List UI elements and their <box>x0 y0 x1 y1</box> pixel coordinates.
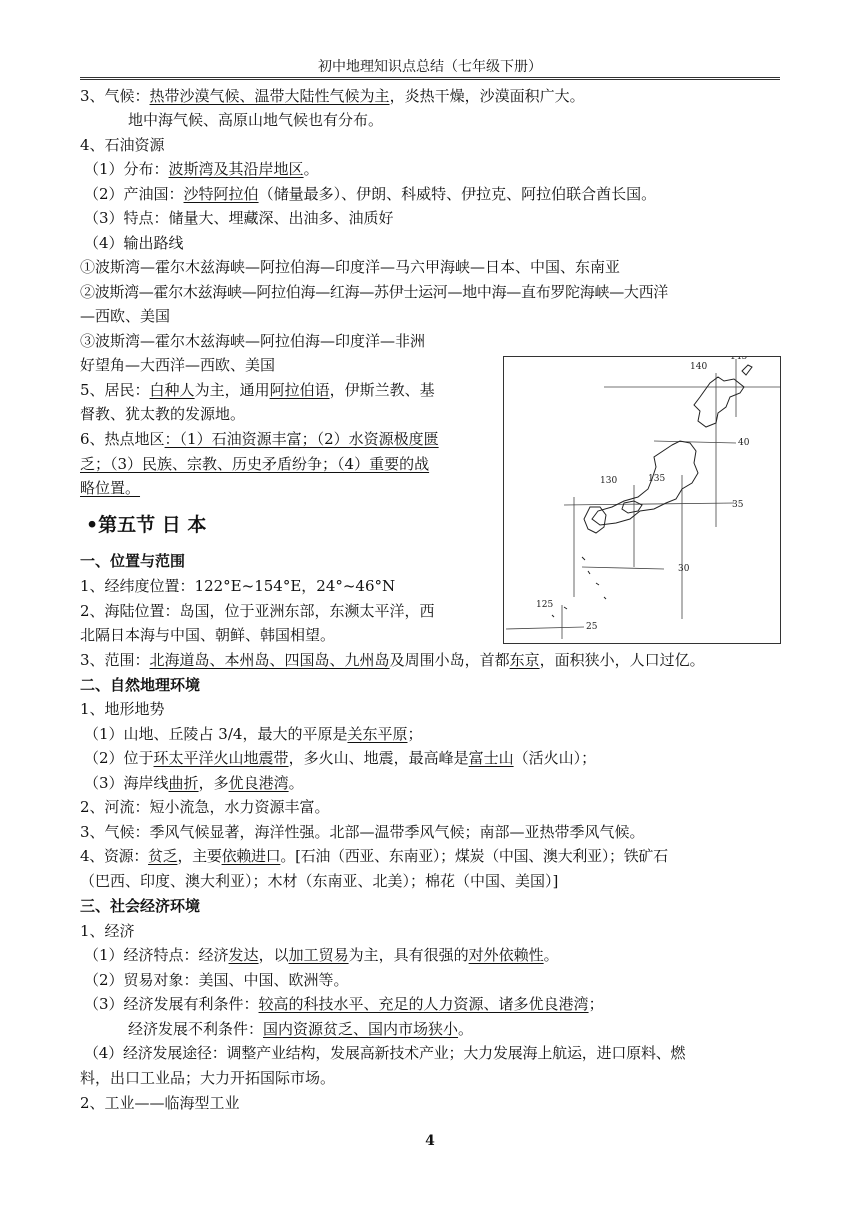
text: （2）产油国： <box>84 185 184 203</box>
text-line: ③波斯湾—霍尔木兹海峡—阿拉伯海—印度洋—非洲 <box>80 332 426 350</box>
text-line <box>84 773 304 793</box>
text-line: 4、石油资源 <box>80 136 165 154</box>
text: （2）位于 <box>84 749 154 767</box>
text-line: （4）输出路线 <box>84 234 184 252</box>
map-label: 35 <box>732 500 744 510</box>
coastline <box>552 365 752 617</box>
text-line: 督教、犹太教的发源地。 <box>80 405 246 423</box>
underlined-text: 波斯湾及其沿岸地区 <box>168 160 304 178</box>
underlined-text: 对外依赖性 <box>468 946 544 964</box>
graticule-lines <box>506 359 780 639</box>
map-label: 40 <box>738 438 750 448</box>
text: ，多火山、地震，最高峰是 <box>288 749 469 767</box>
underlined-text: 热带沙漠气候、温带大陆性气候为主 <box>149 87 390 105</box>
text-line: 地中海气候、高原山地气候也有分布。 <box>128 111 384 129</box>
map-label: 135 <box>648 474 666 484</box>
text: 经济发展不利条件： <box>128 1020 264 1038</box>
section-title: •第五节 日 本 <box>86 514 207 536</box>
text-line: 1、经纬度位置：122°E~154°E，24°~46°N <box>80 577 396 595</box>
text: ，面积狭小，人口过亿。 <box>539 651 705 669</box>
text-line <box>84 748 596 768</box>
text: （1）分布： <box>84 160 169 178</box>
underlined-text: 贫乏 <box>148 847 178 865</box>
text: ，炎热干燥，沙漠面积广大。 <box>389 87 585 105</box>
text: ； <box>588 995 604 1013</box>
underlined-text: 沙特阿拉伯 <box>183 185 259 203</box>
text: 3、范围： <box>80 651 150 669</box>
text-line <box>80 380 435 400</box>
text-line <box>84 945 559 965</box>
text-line: 2、河流：短小流急，水力资源丰富。 <box>80 798 330 816</box>
text-line: （3）特点：储量大、埋藏深、出油多、油质好 <box>84 209 394 227</box>
text-line <box>84 159 319 179</box>
text-line: 北隔日本海与中国、朝鲜、韩国相望。 <box>80 626 336 644</box>
text: 及周围小岛，首都 <box>389 651 510 669</box>
text-line <box>80 846 668 866</box>
underlined-text: 依赖进口 <box>221 847 281 865</box>
text-line: （巴西、印度、澳大利亚）；木材（东南亚、北美）；棉花（中国、美国）] <box>80 872 559 890</box>
map-labels <box>536 357 750 632</box>
text: 。 <box>288 774 304 792</box>
text: （1）经济特点：经济 <box>84 946 229 964</box>
underlined-text: 加工贸易 <box>288 946 349 964</box>
underlined-text: 东京 <box>509 651 540 669</box>
underlined-text: 白种人 <box>149 381 195 399</box>
text: 。 <box>303 160 319 178</box>
text: 为主，通用 <box>194 381 270 399</box>
page-number: 4 <box>425 1133 435 1149</box>
text-line <box>128 1019 473 1039</box>
underlined-text: ：（1）石油资源丰富；（2）水资源极度匮 <box>164 430 439 448</box>
text-line <box>80 650 705 670</box>
japan-map <box>503 356 781 644</box>
text: ，多 <box>198 774 229 792</box>
map-label: 145 <box>730 357 748 362</box>
underlined-text: 阿拉伯语 <box>269 381 330 399</box>
header-rule <box>80 77 780 80</box>
text-line <box>80 454 429 474</box>
text: （1）山地、丘陵占 3/4，最大的平原是 <box>84 725 348 743</box>
map-label: 30 <box>678 564 690 574</box>
text-line: （2）贸易对象：美国、中国、欧洲等。 <box>84 971 349 989</box>
text: 。[石油（西亚、东南亚）；煤炭（中国、澳大利亚）；铁矿石 <box>280 847 668 865</box>
text: 。 <box>458 1020 474 1038</box>
text: 6、热点地区 <box>80 430 165 448</box>
underlined-text: 国内资源贫乏、国内市场狭小 <box>263 1020 459 1038</box>
text-line: 好望角—大西洋—西欧、美国 <box>80 356 276 374</box>
text: （3）经济发展有利条件： <box>84 995 259 1013</box>
underlined-text: 略位置。 <box>80 479 141 497</box>
text: ，以 <box>258 946 289 964</box>
underlined-text: 关东平原 <box>347 725 408 743</box>
underlined-text: 优良港湾 <box>228 774 289 792</box>
underlined-text: 富士山 <box>468 749 514 767</box>
map-label: 130 <box>600 476 618 486</box>
text: 。 <box>543 946 559 964</box>
text: 为主，具有很强的 <box>348 946 469 964</box>
text-line <box>80 478 140 498</box>
text-line <box>84 724 423 744</box>
map-label: 25 <box>586 622 598 632</box>
text: （储量最多）、伊朗、科威特、伊拉克、阿拉伯联合酋长国。 <box>258 185 657 203</box>
heading: 三、社会经济环境 <box>80 897 201 915</box>
text-line <box>84 994 604 1014</box>
text: 5、居民： <box>80 381 150 399</box>
map-label: 125 <box>536 600 554 610</box>
text-line: 2、工业——临海型工业 <box>80 1094 240 1112</box>
text-line <box>80 429 439 449</box>
underlined-text: 曲折 <box>168 774 199 792</box>
underlined-text: 发达 <box>228 946 259 964</box>
text-line: 1、地形地势 <box>80 700 165 718</box>
page-header: 初中地理知识点总结（七年级下册） <box>318 59 542 75</box>
underlined-text: 北海道岛、本州岛、四国岛、九州岛 <box>149 651 390 669</box>
text: 3、气候： <box>80 87 150 105</box>
text-line: 1、经济 <box>80 922 135 940</box>
text: 4、资源： <box>80 847 149 865</box>
text-line <box>84 184 656 204</box>
underlined-text: 乏；（3）民族、宗教、历史矛盾纷争；（4）重要的战 <box>80 455 430 473</box>
text: ，主要 <box>177 847 222 865</box>
text-line: ②波斯湾—霍尔木兹海峡—阿拉伯海—红海—苏伊士运河—地中海—直布罗陀海峡—大西洋 <box>80 283 669 301</box>
text: ，伊斯兰教、基 <box>329 381 435 399</box>
underlined-text: 环太平洋火山地震带 <box>153 749 289 767</box>
map-label: 140 <box>690 362 708 372</box>
text-line: —西欧、美国 <box>80 307 171 325</box>
text-line <box>80 86 585 106</box>
text: （3）海岸线 <box>84 774 169 792</box>
text-line: （4）经济发展途径：调整产业结构，发展高新技术产业；大力发展海上航运，进口原料、燃 <box>84 1044 686 1062</box>
underlined-text: 较高的科技水平、充足的人力资源、诸多优良港湾 <box>258 995 589 1013</box>
text: （活火山）； <box>513 749 597 767</box>
text-line: ①波斯湾—霍尔木兹海峡—阿拉伯海—印度洋—马六甲海峡—日本、中国、东南亚 <box>80 258 621 276</box>
heading: 二、自然地理环境 <box>80 676 201 694</box>
text: ； <box>407 725 423 743</box>
text-line: 2、海陆位置：岛国，位于亚洲东部，东濒太平洋，西 <box>80 602 435 620</box>
text-line: 料，出口工业品；大力开拓国际市场。 <box>80 1069 336 1087</box>
text-line: 3、气候：季风气候显著，海洋性强。北部—温带季风气候；南部—亚热带季风气候。 <box>80 823 645 841</box>
heading: 一、位置与范围 <box>80 552 186 570</box>
